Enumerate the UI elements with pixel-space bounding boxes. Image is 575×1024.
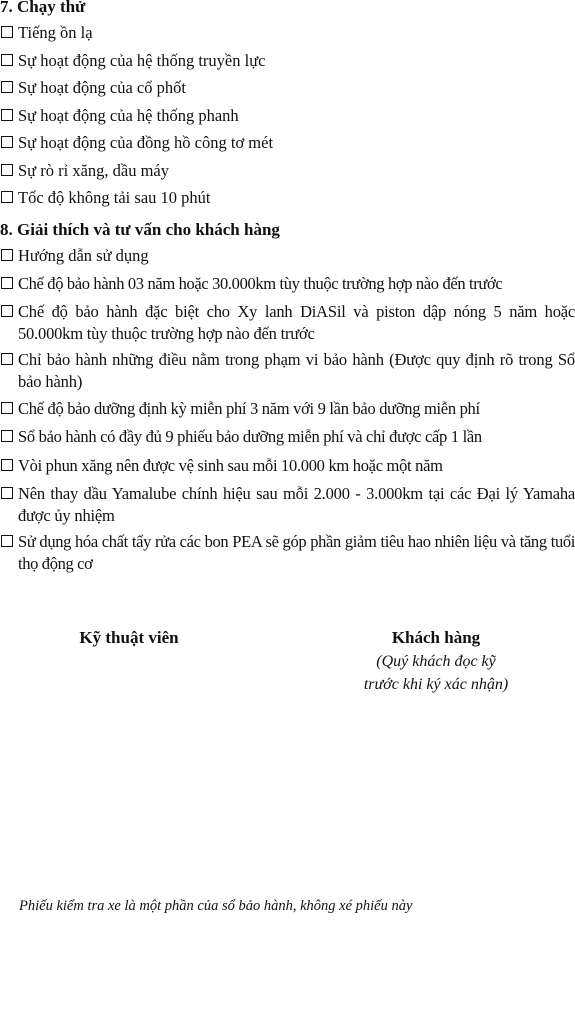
checklist-item-label: Tiếng ồn lạ bbox=[18, 23, 93, 42]
checkbox[interactable] bbox=[1, 164, 13, 176]
checklist-item bbox=[0, 105, 575, 127]
section-7-title: 7. Chạy thử bbox=[0, 0, 86, 16]
checkbox[interactable] bbox=[1, 535, 13, 547]
checklist-item bbox=[0, 398, 575, 420]
customer-note: (Quý khách đọc kỹ bbox=[376, 653, 496, 670]
footer-note: Phiếu kiểm tra xe là một phần của sổ bảo hành, không xé phiếu này bbox=[19, 898, 413, 914]
checklist-item-label: Sự hoạt động của hệ thống truyền lực bbox=[18, 51, 266, 70]
checklist-item-label: Sự hoạt động của đồng hồ công tơ mét bbox=[18, 133, 274, 152]
checklist-item bbox=[0, 160, 575, 182]
checklist-item-label: Chế độ bảo hành 03 năm hoặc 30.000km tùy thuộc trường hợp nào đến trước bbox=[18, 274, 503, 293]
checklist-item-label: Chỉ bảo hành những điều nằm trong phạm vi bảo hành (Được quy định rõ trong Sổ bảo hành) bbox=[18, 350, 575, 391]
checkbox[interactable] bbox=[1, 459, 13, 471]
checkbox[interactable] bbox=[1, 26, 13, 38]
checkbox[interactable] bbox=[1, 81, 13, 93]
checklist-item-label: Sự hoạt động của hệ thống phanh bbox=[18, 106, 239, 125]
checklist-item-label: Sử dụng hóa chất tẩy rửa các bon PEA sẽ góp phần giảm tiêu hao nhiên liệu và tăng tuổi thọ động cơ bbox=[18, 532, 575, 573]
checklist-item-label: Vòi phun xăng nên được vệ sinh sau mỗi 10.000 km hoặc một năm bbox=[18, 456, 443, 475]
checkbox[interactable] bbox=[1, 136, 13, 148]
checklist-item bbox=[0, 132, 575, 154]
checklist-item-label: Chế độ bảo dưỡng định kỳ miễn phí 3 năm với 9 lần bảo dưỡng miễn phí bbox=[18, 399, 480, 418]
checklist-item bbox=[0, 187, 575, 209]
checkbox[interactable] bbox=[1, 487, 13, 499]
checklist-item bbox=[0, 426, 575, 448]
checklist-item-label: Tốc độ không tải sau 10 phút bbox=[18, 188, 211, 207]
checkbox[interactable] bbox=[1, 353, 13, 365]
checkbox[interactable] bbox=[1, 249, 13, 261]
checkbox[interactable] bbox=[1, 109, 13, 121]
checklist-item-label: Sự hoạt động của cổ phốt bbox=[18, 78, 186, 97]
checkbox[interactable] bbox=[1, 277, 13, 289]
checklist-item-label: Chế độ bảo hành đặc biệt cho Xy lanh DiASil và piston dập nóng 5 năm hoặc 50.000km tùy thuộc trường hợp nào đến trước bbox=[18, 302, 575, 343]
checkbox[interactable] bbox=[1, 54, 13, 66]
checklist-item bbox=[0, 77, 575, 99]
checkbox[interactable] bbox=[1, 305, 13, 317]
technician-signature-label: Kỹ thuật viên bbox=[79, 628, 179, 647]
checklist-item bbox=[0, 301, 575, 345]
checklist-item-label: Sự rò rỉ xăng, dầu máy bbox=[18, 161, 169, 180]
checklist-item bbox=[0, 50, 575, 72]
customer-note: trước khi ký xác nhận) bbox=[363, 676, 509, 693]
checklist-item bbox=[0, 455, 575, 477]
checkbox[interactable] bbox=[1, 191, 13, 203]
checklist-item-label: Nên thay dầu Yamalube chính hiệu sau mỗi 2.000 - 3.000km tại các Đại lý Yamaha được ủy nhiệm bbox=[18, 484, 575, 525]
checklist-item bbox=[0, 245, 575, 267]
checklist-item-label: Sổ bảo hành có đầy đủ 9 phiếu bảo dưỡng miễn phí và chỉ được cấp 1 lần bbox=[18, 427, 482, 446]
checklist-item-label: Hướng dẫn sử dụng bbox=[18, 246, 149, 265]
checklist-item bbox=[0, 531, 575, 575]
checkbox[interactable] bbox=[1, 430, 13, 442]
checkbox[interactable] bbox=[1, 402, 13, 414]
checklist-item bbox=[0, 483, 575, 527]
checklist-item bbox=[0, 22, 575, 44]
checklist-item bbox=[0, 349, 575, 393]
section-8-title: 8. Giải thích và tư vấn cho khách hàng bbox=[0, 220, 280, 239]
checklist-item bbox=[0, 273, 575, 295]
customer-signature-label: Khách hàng bbox=[391, 628, 481, 647]
